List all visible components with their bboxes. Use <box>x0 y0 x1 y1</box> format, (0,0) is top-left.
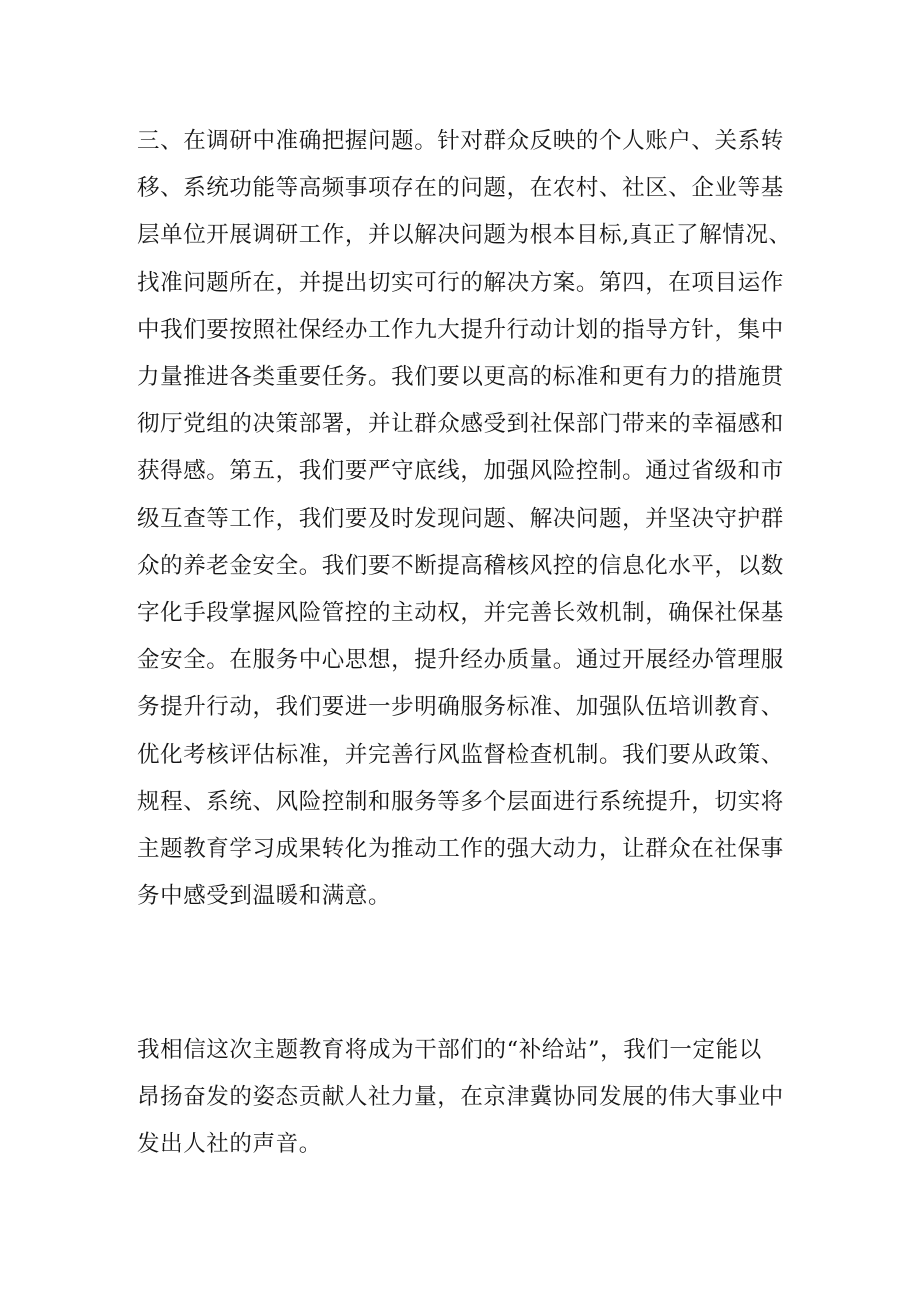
paragraph-line: 众的养老金安全。我们要不断提高稽核风控的信息化水平，以数 <box>137 552 784 579</box>
paragraph-line: 级互查等工作，我们要及时发现问题、解决问题，并坚决守护群 <box>137 505 784 532</box>
paragraph-1 <box>137 118 792 920</box>
paragraph-line: 层单位开展调研工作，并以解决问题为根本目标,真正了解情况、 <box>137 222 792 249</box>
paragraph-line: 找准问题所在，并提出切实可行的解决方案。第四，在项目运作 <box>137 269 784 296</box>
paragraph-line: 发出人社的声音。 <box>137 1131 322 1158</box>
paragraph-line: 中我们要按照社保经办工作九大提升行动计划的指导方针，集中 <box>137 316 784 343</box>
paragraph-line: 务中感受到温暖和满意。 <box>137 883 392 910</box>
paragraph-line: 优化考核评估标准，并完善行风监督检查机制。我们要从政策、 <box>137 741 784 768</box>
paragraph-line: 彻厅党组的决策部署，并让群众感受到社保部门带来的幸福感和 <box>137 411 784 438</box>
paragraph-line: 字化手段掌握风险管控的主动权，并完善长效机制，确保社保基 <box>137 600 784 627</box>
paragraph-2 <box>137 1027 787 1169</box>
paragraph-line: 务提升行动，我们要进一步明确服务标准、加强队伍培训教育、 <box>137 694 784 721</box>
paragraph-line: 金安全。在服务中心思想，提升经办质量。通过开展经办管理服 <box>137 647 784 674</box>
paragraph-line: 获得感。第五，我们要严守底线，加强风险控制。通过省级和市 <box>137 458 784 485</box>
paragraph-line: 主题教育学习成果转化为推动工作的强大动力，让群众在社保事 <box>137 836 784 863</box>
paragraph-line: 力量推进各类重要任务。我们要以更高的标准和更有力的措施贯 <box>137 364 784 391</box>
paragraph-line: 移、系统功能等高频事项存在的问题，在农村、社区、企业等基 <box>137 175 784 202</box>
paragraph-line: 规程、系统、风险控制和服务等多个层面进行系统提升，切实将 <box>137 788 784 815</box>
paragraph-line: 昂扬奋发的姿态贡献人社力量，在京津冀协同发展的伟大事业中 <box>137 1084 784 1111</box>
paragraph-line: 三、在调研中准确把握问题。针对群众反映的个人账户、关系转 <box>137 128 784 154</box>
paragraph-line: 我相信这次主题教育将成为干部们的“补给站”，我们一定能以 <box>137 1037 762 1063</box>
